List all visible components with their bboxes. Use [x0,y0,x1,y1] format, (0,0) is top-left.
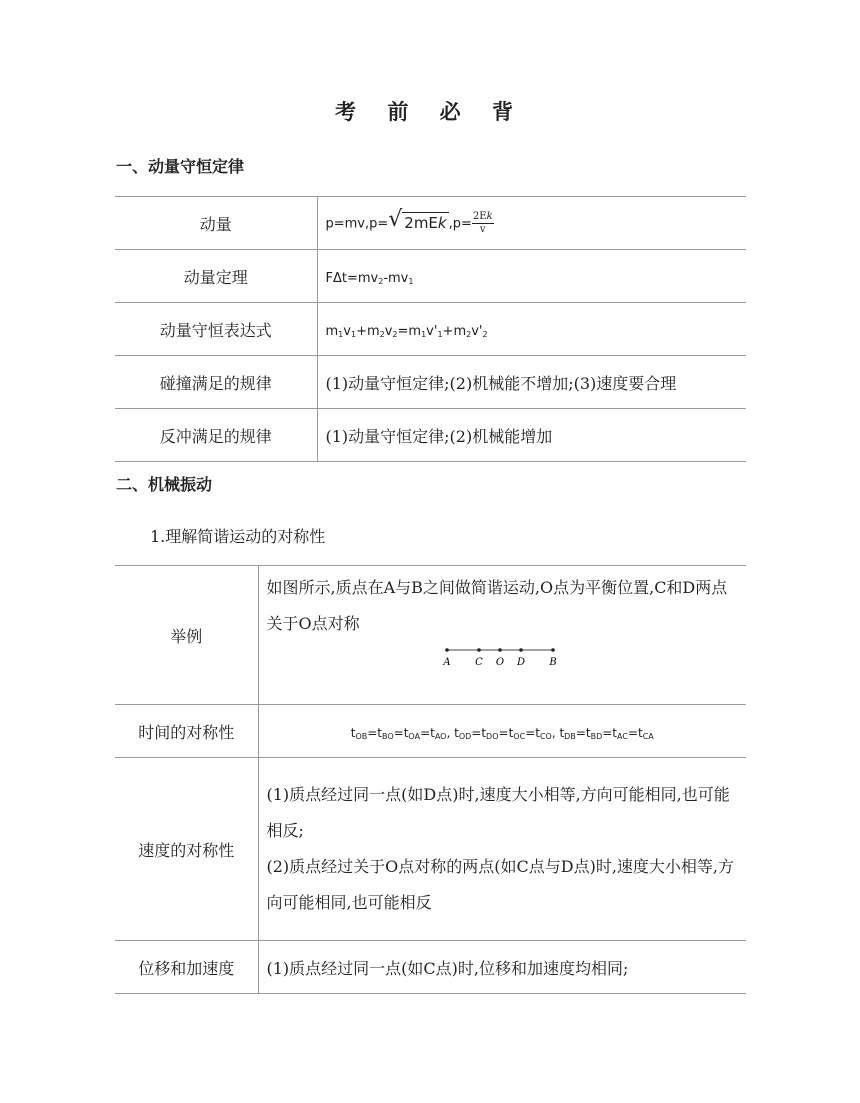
conservation-formula: $m_1v_1+m_2v_2=m_1v'_1+m_2v'_2$ [317,303,746,356]
section-heading-vibration: 二、机械振动 [116,475,213,494]
point-label-b: B [549,657,557,668]
row-label: 动量定理 [115,250,317,303]
row-label: 反冲满足的规律 [115,409,317,462]
table-row [115,356,746,409]
row-label: 碰撞满足的规律 [115,356,317,409]
example-cell [258,566,746,705]
impulse-formula: $F\Delta t=mv_2-mv_1$ [317,250,746,303]
sqrt-expression: √ 2mEk [388,206,447,232]
point-label-c: C [475,657,484,668]
point-label-d: D [517,657,526,668]
row-label: 速度的对称性 [115,758,258,941]
table-row [115,758,746,941]
momentum-formula: p=mv,p= √ 2mEk ,p= $\frac{2Ek}{v}$ [317,197,746,250]
section-heading-momentum: 一、动量守恒定律 [116,157,245,176]
row-label: 位移和加速度 [115,941,258,994]
table-row [115,303,746,356]
displacement-point-1: (1)质点经过同一点(如C点)时,位移和加速度均相同; [258,941,746,994]
row-label: 动量守恒表达式 [115,303,317,356]
page-title: 考 前 必 背 [335,100,525,124]
symmetry-table [115,565,746,994]
velocity-symmetry-cell [258,758,746,941]
fraction-expression: $\frac{2Ek}{v}$ [472,211,493,235]
velocity-point-2: (2)质点经过关于O点对称的两点(如C点与D点)时,速度大小相等,方向可能相同,也可能相反 [266,857,735,912]
table-row [115,705,746,758]
velocity-point-1: (1)质点经过同一点(如D点)时,速度大小相等,方向可能相同,也可能相反; [266,785,730,840]
oscillation-diagram [442,644,562,670]
row-label: 举例 [115,566,258,705]
table-row [115,941,746,994]
example-text: 如图所示,质点在A与B之间做简谐运动,O点为平衡位置,C和D两点关于O点对称 [266,578,728,633]
table-row [115,409,746,462]
point-label-a: A [443,657,451,668]
row-label: 动量 [115,197,317,250]
momentum-table [115,196,746,462]
time-symmetry-formula: $t_{OB}=t_{BO}=t_{OA}=t_{AO}$, $t_{OD}=t_{DO}=t_{OC}=t_{CO}$, $t_{DB}=t_{BD}=t_{AC}=t_{CA}$ [258,705,746,758]
row-label: 时间的对称性 [115,705,258,758]
row-content: (1)动量守恒定律;(2)机械能增加 [317,409,746,462]
row-content: (1)动量守恒定律;(2)机械能不增加;(3)速度要合理 [317,356,746,409]
point-label-o: O [496,657,505,668]
table-row [115,250,746,303]
subheading-symmetry: 1.理解简谐运动的对称性 [150,527,326,546]
table-row [115,566,746,705]
table-row [115,197,746,250]
